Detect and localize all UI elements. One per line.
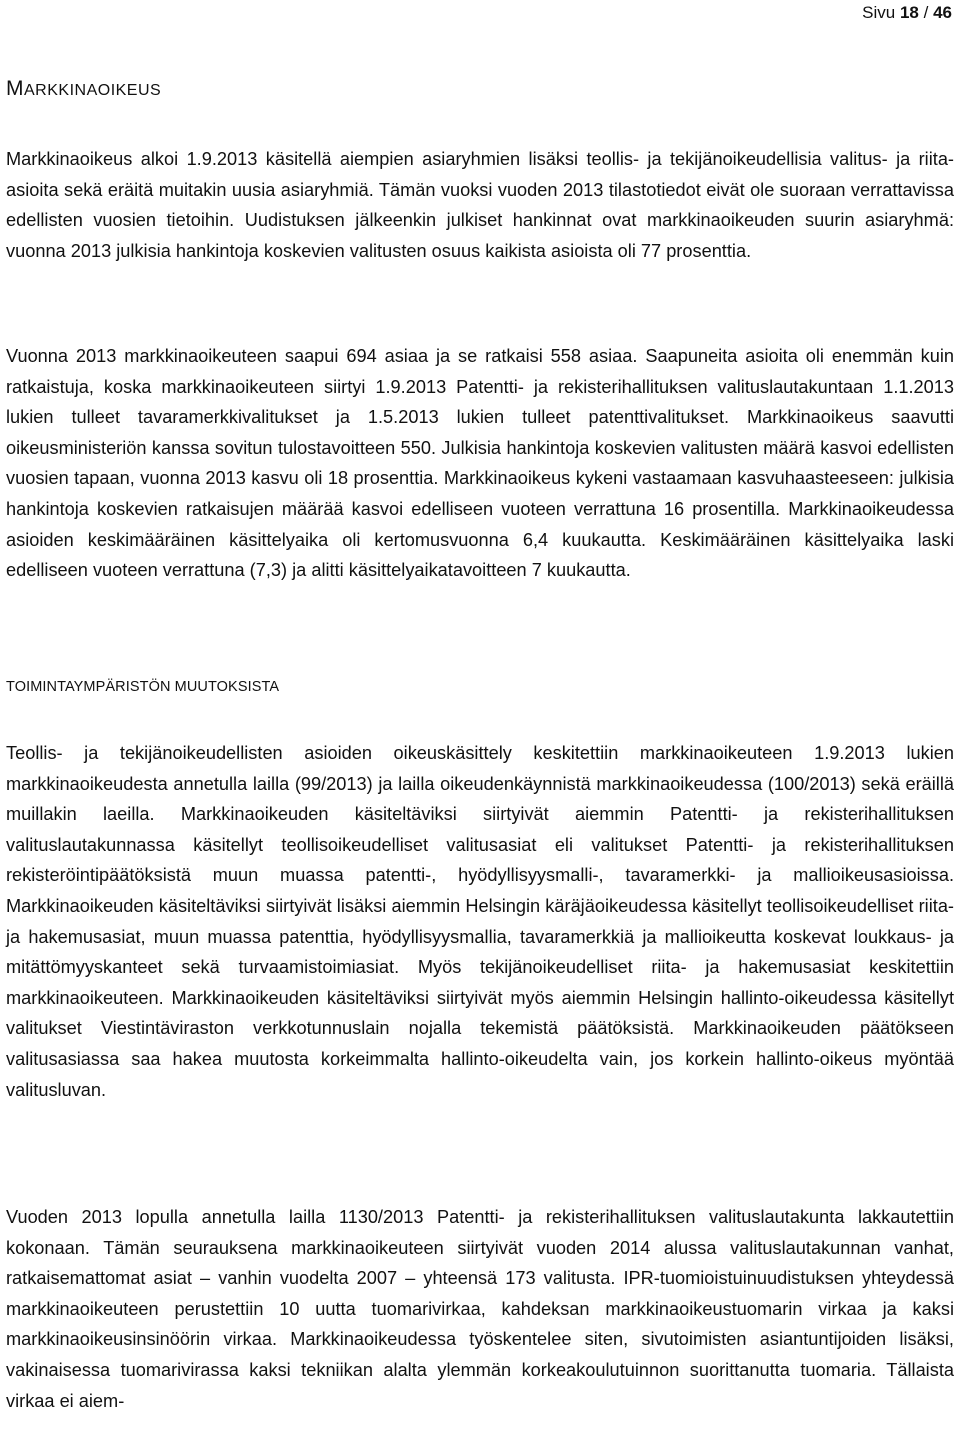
section-heading-initial: M: [6, 77, 24, 100]
subsection-heading: TOIMINTAYMPÄRISTÖN MUUTOKSISTA: [6, 679, 280, 695]
page-separator: /: [923, 3, 929, 22]
section-heading: [6, 76, 161, 104]
page-label: Sivu: [862, 3, 896, 22]
page-number: [862, 2, 952, 24]
paragraph-ipr-reform: Teollis- ja tekijänoikeudellisten asioiden oikeuskäsittely keskitettiin markkinaoikeuteen 1.9.2013 lukien markkinaoikeudesta annetulla lailla (99/2013) ja lailla oikeudenkäynnistä markkinaoikeudessa (100/2013) sekä eräillä muillakin laeilla. Markkinaoikeuden käsiteltäviksi siirtyivät aiemmin Patentti- ja rekisterihallituksen valituslautakunnassa käsitellyt teollisoikeudelliset valitusasiat eli valitukset Patentti- ja rekisterihallituksen rekisteröintipäätöksistä muun muassa patentti-, hyödyllisyysmalli-, tavaramerkki- ja mallioikeusasioissa. Markkinaoikeuden käsiteltäviksi siirtyivät lisäksi aiemmin Helsingin käräjäoikeudessa käsitellyt teollisoikeudelliset riita- ja hakemusasiat, muun muassa patenttia, hyödyllisyysmallia, tavaramerkkiä ja mallioikeutta koskevat loukkaus- ja mitättömyyskanteet sekä turvaamistoimiasiat. Myös tekijänoikeudelliset riita- ja hakemusasiat keskitettiin markkinaoikeuteen. Markkinaoikeuden käsiteltäviksi siirtyivät myös aiemmin Helsingin hallinto-oikeudessa käsitellyt valitukset Viestintäviraston verkkotunnuslain nojalla tekemistä päätöksistä. Markkinaoikeuden päätökseen valitusasiassa saa hakea muutosta korkeimmalta hallinto-oikeudelta vain, jos korkein hallinto-oikeus myöntää valitusluvan.: [6, 743, 954, 1100]
paragraph-board-abolition: Vuoden 2013 lopulla annetulla lailla 1130/2013 Patentti- ja rekisterihallituksen valituslautakunta lakkautettiin kokonaan. Tämän seurauksena markkinaoikeuteen siirtyivät vuoden 2014 alussa valituslautakunnan vanhat, ratkaisemattomat asiat – vanhin vuodelta 2007 – yhteensä 173 valitusta. IPR-tuomioistuinuudistuksen yhteydessä markkinaoikeuteen perustettiin 10 uutta tuomarivirkaa, kahdeksan markkinaoikeustuomarin virkaa ja kaksi markkinaoikeusinsinöörin virkaa. Markkinaoikeudessa työskentelee siten, sivutoimisten asiantuntijoiden lisäksi, vakinaisessa tuomarivirassa kaksi tekniikan alalta ylemmän korkeakoulutuinnon suorittanutta tuomaria. Tällaista virkaa ei aiem-: [6, 1207, 954, 1411]
page-current: 18: [899, 3, 919, 22]
section-heading-rest: ARKKINAOIKEUS: [24, 82, 162, 99]
page-total: 46: [933, 3, 952, 22]
paragraph-caseload: Vuonna 2013 markkinaoikeuteen saapui 694 asiaa ja se ratkaisi 558 asiaa. Saapuneita asioita oli enemmän kuin ratkaistuja, koska markkinaoikeuteen siirtyi 1.9.2013 Patentti- ja rekisterihallituksen valituslautakuntaan 1.1.2013 lukien tulleet tavaramerkkivalitukset ja 1.5.2013 lukien tulleet patenttivalitukset. Markkinaoikeus saavutti oikeusministeriön kanssa sovitun tulostavoitteen 550. Julkisia hankintoja koskevien valitusten määrä kasvoi edellisten vuosien tapaan, vuonna 2013 kasvu oli 18 prosenttia. Markkinaoikeus kykeni vastaamaan kasvuhaasteeseen: julkisia hankintoja koskevien ratkaisujen määrää kasvoi edelliseen vuoteen verrattuna 16 prosentilla. Markkinaoikeudessa asioiden keskimääräinen käsittelyaika oli kertomusvuonna 6,4 kuukautta. Keskimääräinen käsittelyaika laski edelliseen vuoteen verrattuna (7,3) ja alitti käsittelyaikatavoitteen 7 kuukautta.: [6, 346, 954, 581]
paragraph-intro: Markkinaoikeus alkoi 1.9.2013 käsitellä aiempien asiaryhmien lisäksi teollis- ja tekijänoikeudellisia valitus- ja riita-asioita sekä eräitä muitakin uusia asiaryhmiä. Tämän vuoksi vuoden 2013 tilastotiedot eivät ole suoraan verrattavissa edellisten vuosien tietoihin. Uudistuksen jälkeenkin julkiset hankinnat ovat markkinaoikeuden suurin asiaryhmä: vuonna 2013 julkisia hankintoja koskevien valitusten osuus kaikista asioista oli 77 prosenttia.: [6, 149, 954, 261]
